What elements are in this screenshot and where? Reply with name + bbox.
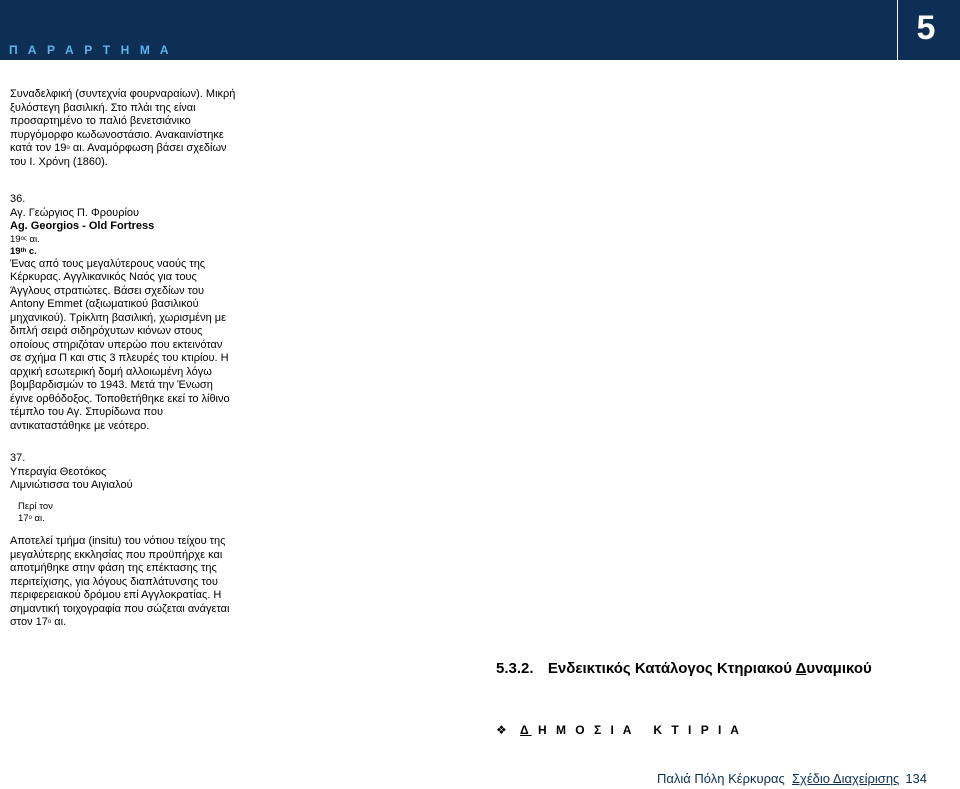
entry-name-line1: Υπεραγία Θεοτόκος: [10, 465, 107, 478]
entry-35-text: [10, 88, 248, 169]
text-line: περιτείχισης, για λόγους διαπλάτυνσης του: [10, 575, 218, 588]
entry-name-line2: Λιμνιώτισσα του Αιγιαλού: [10, 479, 133, 491]
text-line: μεγαλύτερης εκκλησίας που προϋπήρχε και: [10, 548, 223, 561]
entry-number: 37.: [10, 452, 26, 464]
text-line: σε σχήμα Π και στις 3 πλευρές του κτιρίου. Η: [10, 352, 229, 364]
text-line: οποίους στηριζόταν υπερώο που εκτεινόταν: [10, 338, 223, 351]
text-line: ξυλόστεγη βασιλική. Στο πλάι της είναι: [10, 101, 196, 114]
entry-century-gr: $19^{o\varsigma}$ αι.: [10, 233, 40, 245]
text-line: περιφερειακού δρόμου επί Αγγλοκρατίας. Η: [10, 589, 222, 601]
text-line: μηχανικού). Τρίκλιτη βασιλική, χωρισμένη με: [10, 311, 227, 324]
text-line: κατά τον $19^o$ αι. Αναμόρφωση βάσει σχεδίων: [10, 142, 227, 154]
appendix-title: Π Α Ρ Α Ρ Τ Η Μ Α: [9, 43, 173, 57]
text-line: αντικαταστάθηκε με νεότερο.: [10, 419, 150, 432]
text-line: του Ι. Χρόνη (1860).: [10, 155, 108, 168]
entry-name-gr: Αγ. Γεώργιος Π. Φρουρίου: [10, 206, 140, 219]
entry-36: [10, 193, 248, 433]
entry-date-line1: Περί τον: [18, 500, 53, 512]
text-line: αρχική εσωτερική δομή αλλοιωμένη λόγω: [10, 365, 212, 378]
text-line: αποτμήθηκε στην φάση της επέκτασης της: [10, 562, 217, 574]
text-line: Άγγλους στρατιώτες. Βάσει σχεδίων του: [10, 284, 204, 297]
text-line: Ένας από τους μεγαλύτερους ναούς της: [10, 257, 206, 270]
text-line: στον $17^o$ αι.: [10, 616, 67, 628]
text-line: Αποτελεί τμήμα (insitu) του νότιου τείχου της: [10, 535, 226, 547]
text-line: Antony Emmet (αξιωματικού βασιλικού: [10, 298, 199, 310]
text-line: διπλή σειρά σιδηρόχυτων κιόνων στους: [10, 325, 203, 337]
text-line: προσαρτημένο το παλιό βενετσιάνικο: [10, 115, 191, 127]
entry-name-en: Ag. Georgios - Old Fortress: [10, 220, 155, 232]
chapter-box: [898, 0, 960, 60]
text-line: πυργόμορφο κωδωνοστάσιο. Ανακαινίστηκε: [10, 128, 224, 141]
footer-text: Παλιά Πόλη Κέρκυρας: [657, 771, 793, 786]
section-heading: 5.3.2. Ενδεικτικός Κατάλογος Κτηριακού Δυναμικού: [496, 660, 872, 677]
chapter-number: 5: [916, 9, 936, 47]
text-line: σημαντική τοιχογραφία που σώζεται ανάγεται: [10, 602, 230, 615]
page-footer: Παλιά Πόλη Κέρκυρας Σχέδιο Διαχείρισης 134: [657, 771, 928, 786]
text-line: Συναδελφική (συντεχνία φουρναραίων). Μικρή: [10, 88, 236, 100]
text-line: έγινε ορθόδοξος. Τοποθετήθηκε εκεί το λίθινο: [10, 392, 230, 405]
entry-37-header: [10, 452, 248, 525]
entry-number: 36.: [10, 193, 26, 205]
diamond-bullet-icon: ❖: [496, 723, 510, 737]
entry-date-line2: $17^o$ αι.: [18, 512, 45, 524]
text-line: τέμπλο του Αγ. Σπυρίδωνα που: [10, 406, 163, 418]
subsection-heading: ❖ Δ Η Μ Ο Σ Ι Α Κ Τ Ι Ρ Ι Α: [496, 723, 742, 737]
text-line: βομβαρδισμών το 1943. Μετά την Ένωση: [10, 379, 213, 391]
entry-37-description: [10, 535, 248, 630]
section-title: Ενδεικτικός Κατάλογος Κτηριακού: [547, 660, 796, 677]
page-number: 134: [905, 771, 928, 786]
text-line: Κέρκυρας. Αγγλικανικός Ναός για τους: [10, 271, 197, 283]
entry-century-en: 19th c.: [10, 245, 37, 257]
section-number: 5.3.2.: [496, 660, 534, 677]
page-header-bar: [0, 0, 897, 60]
